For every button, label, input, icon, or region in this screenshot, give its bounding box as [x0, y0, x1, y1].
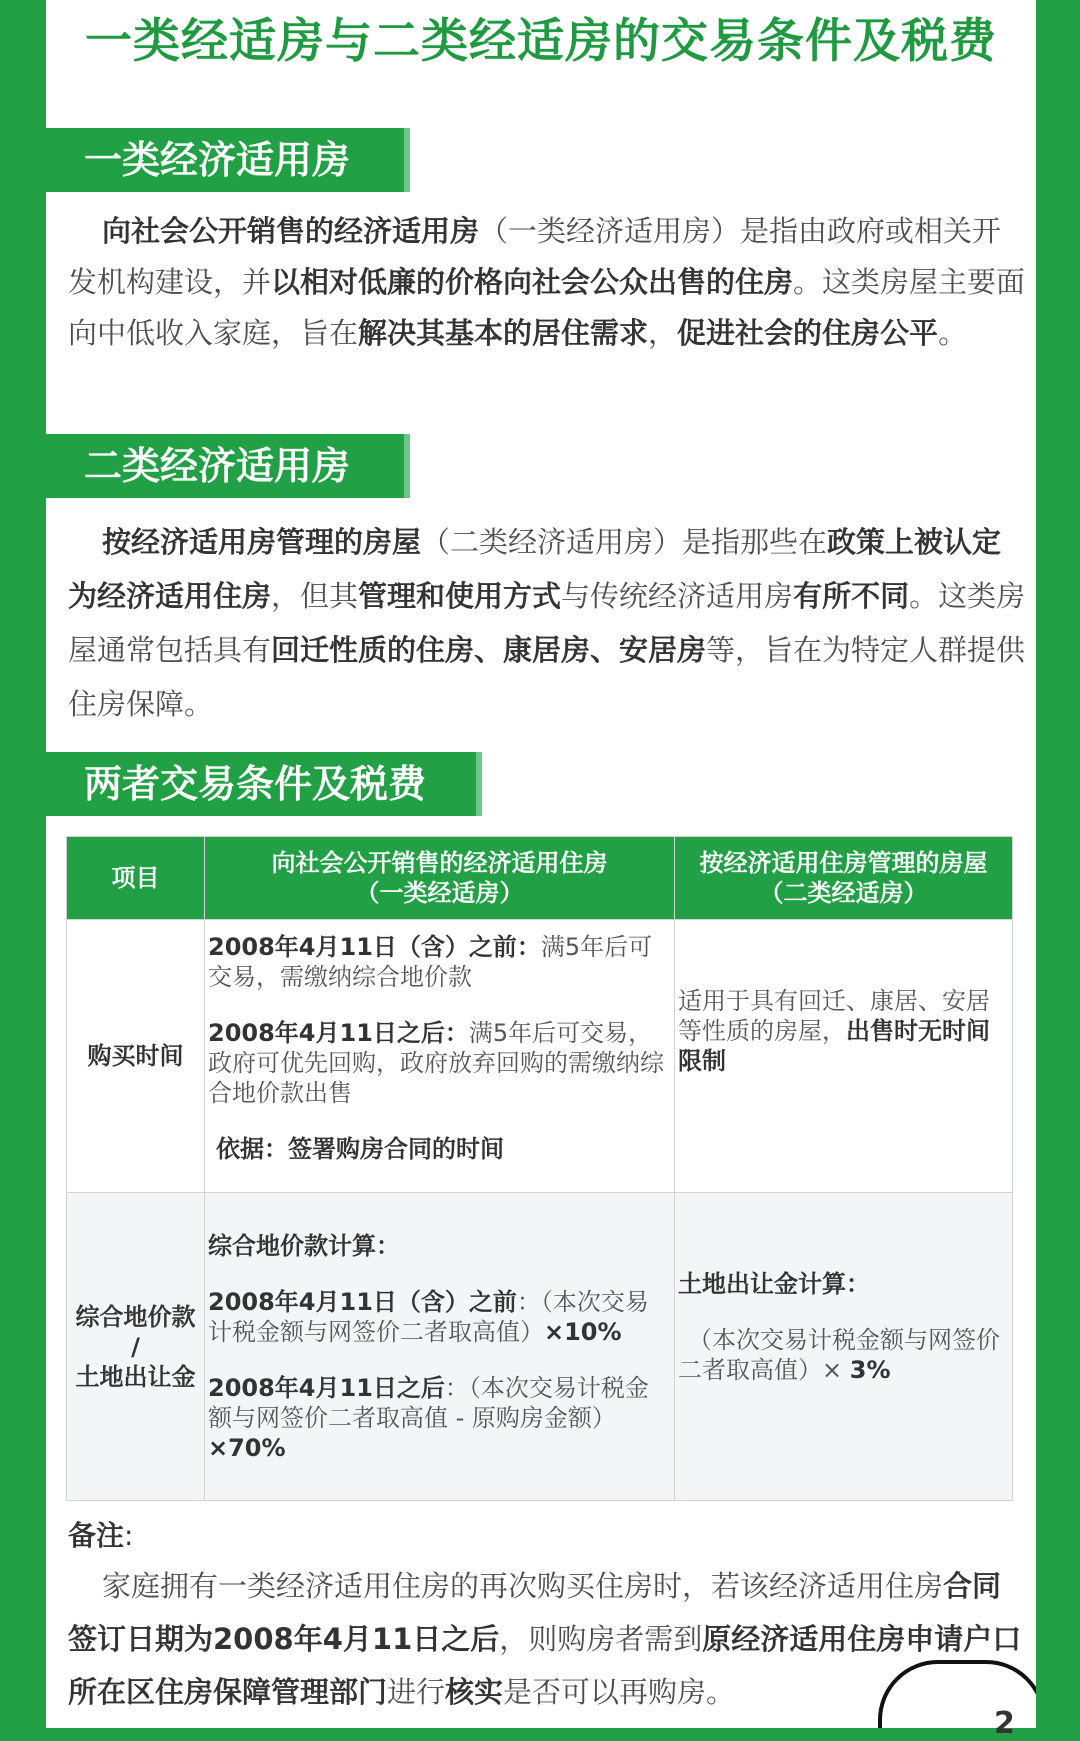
body-text: 。这类房屋通常包括具有: [68, 579, 1026, 667]
emphasized-text: 2008年4月11日（含）之前: [208, 1287, 517, 1316]
land-transfer-title: [678, 1269, 1009, 1299]
emphasized-text: 原经济适用住房申请户口所在区住房保障管理部门: [68, 1622, 1022, 1709]
emphasized-text: 政策上被认定为经济适用住房: [68, 525, 1002, 613]
page-number: 2: [994, 1706, 1015, 1741]
header-item: 项目: [67, 837, 205, 920]
cell-type1-purchase-time: [205, 920, 675, 1193]
document-sheet: [46, 0, 1036, 1728]
body-text: ：（本次交易计税金额与网签价二者取高值 - 原购房金额）: [208, 1373, 649, 1432]
body-text: 满5年后可交易，需缴纳综合地价款: [208, 933, 653, 991]
land-transfer-formula: [678, 1325, 1009, 1385]
note-colon: :: [124, 1519, 134, 1552]
page-title: 一类经适房与二类经适房的交易条件及税费: [85, 14, 997, 69]
body-text: 家庭拥有一类经济适用住房的再次购买住房时，若该经济适用住房: [102, 1569, 944, 1603]
emphasized-text: ×70%: [208, 1433, 286, 1462]
emphasized-text: 综合地价款计算：: [208, 1231, 400, 1260]
emphasized-text: 促进社会的住房公平: [677, 316, 939, 350]
section-heading-type1: 一类经济适用房: [46, 128, 404, 192]
body-text: ：（本次交易计税金额与网签价二者取高值）: [208, 1287, 649, 1346]
body-text: ，: [648, 316, 678, 350]
body-text: 。这类房屋主要面向中低收入家庭，旨在: [68, 265, 1026, 350]
land-price-before-2008: [208, 1287, 671, 1347]
table-row-purchase-time: [67, 920, 1013, 1193]
emphasized-text: 核实: [445, 1675, 504, 1709]
section-heading-type2: 二类经济适用房: [46, 434, 404, 498]
emphasized-text: 管理和使用方式: [358, 579, 562, 613]
emphasized-text: 3%: [849, 1355, 891, 1384]
emphasized-text: 合同签订日期为2008年4月11日之后: [68, 1569, 1002, 1656]
comparison-table: [66, 836, 1013, 1501]
header-type2: 按经济适用住房管理的房屋 （二类经适房）: [675, 837, 1013, 920]
body-text: 。: [938, 316, 968, 350]
table-header-row: [67, 837, 1013, 920]
body-text: 进行: [387, 1675, 446, 1709]
emphasized-text: ×10%: [544, 1317, 622, 1346]
emphasized-text: 依据：签署购房合同的时间: [216, 1135, 504, 1163]
body-text: 等，旨在为特定人群提供住房保障。: [68, 633, 1026, 721]
emphasized-text: 2008年4月11日之后：: [208, 1019, 469, 1047]
paragraph-type1: [68, 206, 1028, 359]
body-text: 适用于具有回迁、康居、安居等性质的房屋，: [678, 987, 990, 1045]
cell-type2-purchase-time: [675, 920, 1013, 1193]
emphasized-text: 有所不同: [793, 579, 910, 613]
emphasized-text: 解决其基本的居住需求: [358, 316, 649, 350]
body-text: 与传统经济适用房: [561, 579, 794, 613]
paragraph-type2: [68, 515, 1028, 731]
row-label-land-price: 综合地价款 / 土地出让金: [67, 1193, 205, 1501]
body-text: （本次交易计税金额与网签价二者取高值）×: [678, 1325, 1000, 1384]
body-text: （二类经济适用房）是指那些在: [421, 525, 828, 559]
emphasized-text: 2008年4月11日之后: [208, 1373, 445, 1402]
emphasized-text: 以相对低廉的价格向社会公众出售的住房: [271, 265, 794, 299]
rule-type2-no-limit: [678, 986, 1009, 1076]
emphasized-text: 土地出让金计算：: [678, 1269, 870, 1298]
header-type1: 向社会公开销售的经济适用住房 （一类经适房）: [205, 837, 675, 920]
body-text: （一类经济适用房）是指由政府或相关开发机构建设，并: [68, 214, 1002, 299]
table-row-land-price: [67, 1193, 1013, 1501]
land-price-formula-title: [208, 1231, 671, 1261]
cell-type2-land-price: [675, 1193, 1013, 1501]
note-label-text: 备注: [68, 1519, 125, 1552]
emphasized-text: 2008年4月11日（含）之前：: [208, 933, 541, 961]
rule-basis: [208, 1134, 671, 1164]
body-text: 满5年后可交易，政府可优先回购，政府放弃回购的需缴纳综合地价款出售: [208, 1019, 664, 1107]
rule-before-2008: [208, 932, 671, 992]
cell-type1-land-price: [205, 1193, 675, 1501]
emphasized-text: 向社会公开销售的经济适用房: [102, 214, 480, 248]
row-label-purchase-time: 购买时间: [67, 920, 205, 1193]
note-label: [68, 1514, 133, 1554]
body-text: 是否可以再购房。: [503, 1675, 736, 1709]
emphasized-text: 回迁性质的住房、康居房、安居房: [271, 633, 707, 667]
body-text: ，则购房者需到: [499, 1622, 703, 1656]
emphasized-text: 按经济适用房管理的房屋: [102, 525, 422, 559]
emphasized-text: 出售时无时间限制: [678, 1017, 990, 1075]
section-heading-comparison: 两者交易条件及税费: [46, 752, 476, 816]
body-text: ，但其: [271, 579, 359, 613]
rule-after-2008: [208, 1018, 671, 1108]
land-price-after-2008: [208, 1373, 671, 1463]
